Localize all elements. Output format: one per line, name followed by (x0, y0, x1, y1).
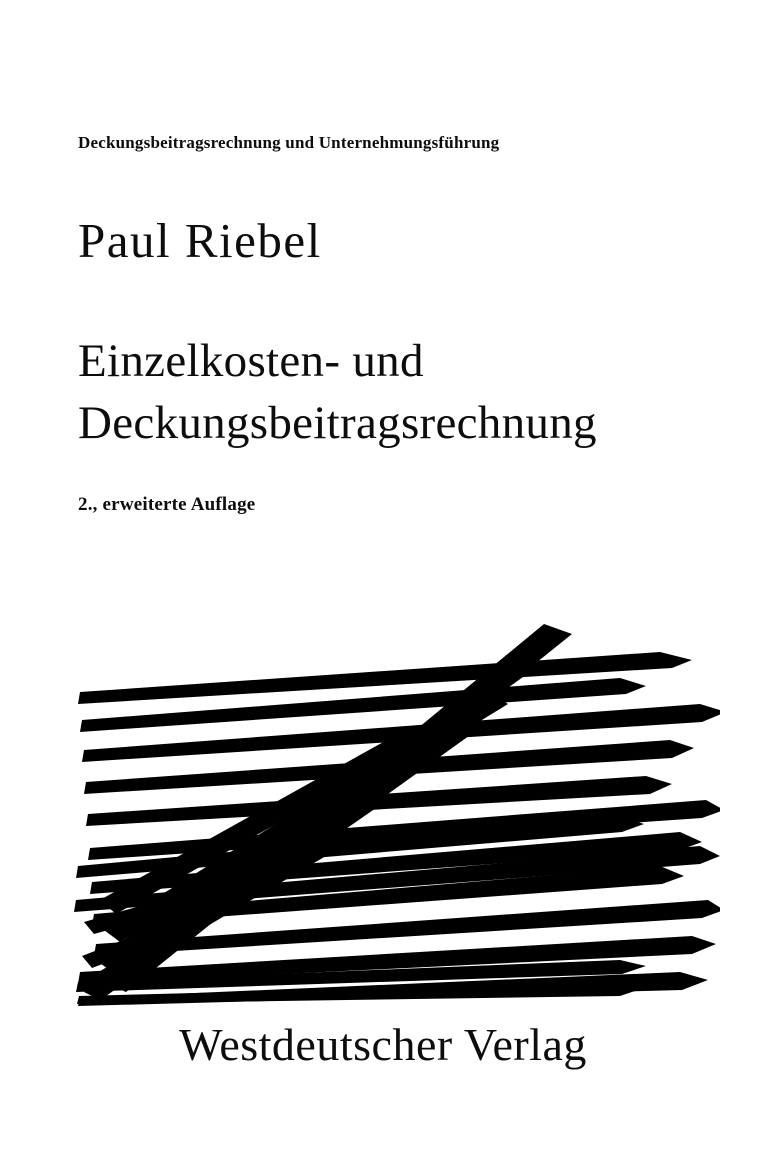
title-line-1: Einzelkosten- und (78, 335, 424, 387)
title-line-2: Deckungsbeitragsrechnung (78, 397, 597, 450)
series-title: Deckungsbeitragsrechnung und Unternehmungsführung (78, 133, 500, 152)
edition-statement: 2., erweiterte Auflage (78, 494, 256, 515)
page-title (78, 330, 738, 454)
cover-artwork (60, 600, 720, 1010)
author-name: Paul Riebel (78, 213, 322, 268)
publisher-name: Westdeutscher Verlag (179, 1019, 587, 1070)
abstract-strokes-icon (60, 600, 720, 1010)
